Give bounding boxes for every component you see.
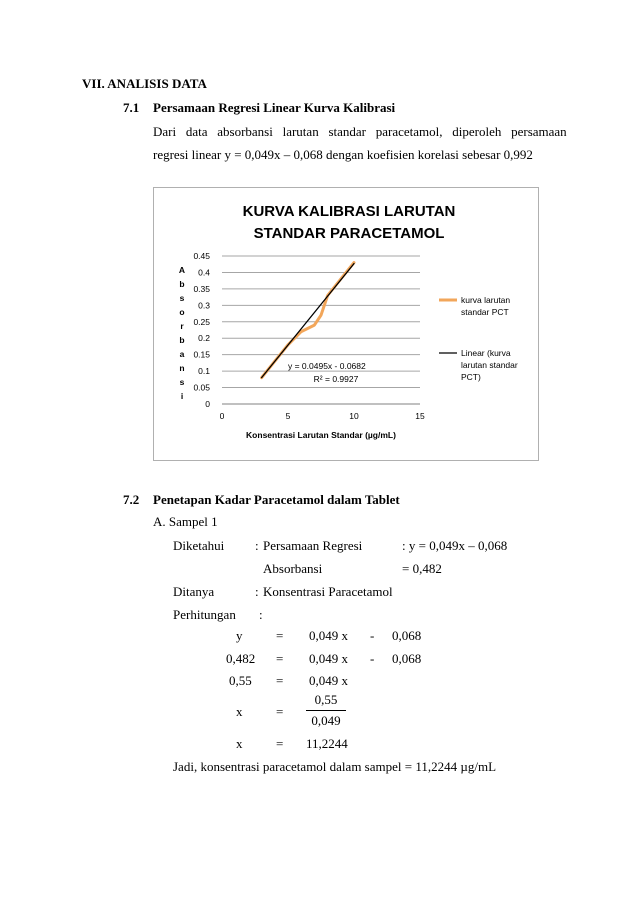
y-tick-label: 0.2 — [198, 333, 210, 344]
ditanya-label: Ditanya — [173, 584, 215, 599]
y-axis-label-letter: b — [179, 279, 185, 289]
calc-row1-const: 0,068 — [392, 628, 422, 643]
trendline-r2: R² = 0.9927 — [313, 374, 359, 384]
persamaan-value: : y = 0,049x – 0,068 — [402, 538, 508, 553]
calc-row4-lhs: x — [236, 704, 243, 719]
y-axis-label-letter: n — [179, 363, 185, 373]
legend-label: Linear (kurva — [461, 348, 511, 358]
calc-row3-lhs: 0,55 — [229, 673, 252, 688]
calc-row1-eq: = — [276, 628, 284, 643]
calc-row2-const: 0,068 — [392, 651, 422, 666]
conclusion: Jadi, konsentrasi paracetamol dalam sampel = 11,2244 µg/mL — [173, 759, 497, 774]
subsection-number-2: 7.2 — [123, 492, 140, 507]
legend-label: larutan standar — [461, 360, 518, 370]
fraction-numerator: 0,55 — [306, 692, 346, 711]
y-tick-label: 0.35 — [193, 283, 210, 294]
calc-row1-op: - — [370, 628, 375, 643]
calc-row1-lhs: y — [236, 628, 243, 643]
perhitungan-label: Perhitungan — [173, 607, 236, 622]
colon-2: : — [255, 584, 259, 599]
trendline-equation: y = 0.0495x - 0.0682 — [288, 361, 366, 371]
x-tick-label: 15 — [415, 411, 425, 421]
calc-row4-eq: = — [276, 704, 284, 719]
colon-3: : — [259, 607, 263, 622]
colon-1: : — [255, 538, 259, 553]
calc-row5-result: 11,2244 — [306, 736, 348, 751]
chart-svg — [154, 188, 538, 460]
y-axis-label-letter: s — [179, 293, 185, 303]
x-tick-label: 10 — [349, 411, 359, 421]
y-tick-label: 0.25 — [193, 316, 210, 327]
calc-row2-eq: = — [276, 651, 284, 666]
chart-title-line: KURVA KALIBRASI LARUTAN — [242, 203, 456, 220]
calc-row3-eq: = — [276, 673, 284, 688]
y-axis-label-letter: A — [178, 265, 186, 275]
y-axis-label-letter: o — [179, 307, 185, 317]
fraction — [306, 692, 346, 729]
sample-label: A. Sampel 1 — [153, 514, 218, 529]
persamaan-label: Persamaan Regresi — [263, 538, 363, 553]
y-tick-label: 0.4 — [198, 267, 210, 278]
y-axis-label-letter: b — [179, 335, 185, 345]
subsection-number: 7.1 — [123, 100, 140, 115]
ditanya-value: Konsentrasi Paracetamol — [263, 584, 393, 599]
diketahui-label: Diketahui — [173, 538, 225, 553]
x-tick-label: 5 — [285, 411, 291, 421]
y-tick-label: 0.05 — [193, 382, 210, 393]
y-tick-label: 0.15 — [193, 349, 210, 360]
legend-label: PCT) — [461, 372, 481, 382]
calc-row2-lhs: 0,482 — [226, 651, 256, 666]
calc-row5-lhs: x — [236, 736, 243, 751]
x-tick-label: 0 — [219, 411, 225, 421]
absorbansi-value: = 0,482 — [402, 561, 442, 576]
section-heading: VII. ANALISIS DATA — [82, 76, 207, 91]
absorbansi-label: Absorbansi — [263, 561, 323, 576]
y-axis-label-letter: i — [180, 391, 184, 401]
y-axis-label-letter: s — [179, 377, 185, 387]
x-axis-label: Konsentrasi Larutan Standar (µg/mL) — [246, 430, 396, 440]
calc-row1-term: 0,049 x — [309, 628, 348, 643]
subsection-title-2: Penetapan Kadar Paracetamol dalam Tablet — [153, 492, 400, 507]
y-tick-label: 0.3 — [198, 300, 210, 311]
subsection-title: Persamaan Regresi Linear Kurva Kalibrasi — [153, 100, 396, 115]
legend-label: kurva larutan — [461, 295, 511, 305]
legend-label: standar PCT — [461, 307, 509, 317]
paragraph-line-1: Dari data absorbansi larutan standar paracetamol, diperoleh persamaan — [153, 124, 567, 139]
y-axis-label-letter: r — [180, 321, 184, 331]
calc-row2-term: 0,049 x — [309, 651, 348, 666]
calc-row3-term: 0,049 x — [309, 673, 348, 688]
calc-row2-op: - — [370, 651, 375, 666]
paragraph-line-2: regresi linear y = 0,049x – 0,068 dengan koefisien korelasi sebesar 0,992 — [153, 147, 533, 162]
y-tick-label: 0.1 — [198, 366, 210, 377]
y-axis-label-letter: a — [179, 349, 185, 359]
calc-row5-eq: = — [276, 736, 284, 751]
y-tick-label: 0 — [205, 399, 210, 409]
y-tick-label: 0.45 — [193, 251, 210, 261]
chart-title-line: STANDAR PARACETAMOL — [253, 225, 445, 242]
calibration-chart — [153, 187, 539, 461]
fraction-denominator: 0,049 — [311, 713, 341, 728]
